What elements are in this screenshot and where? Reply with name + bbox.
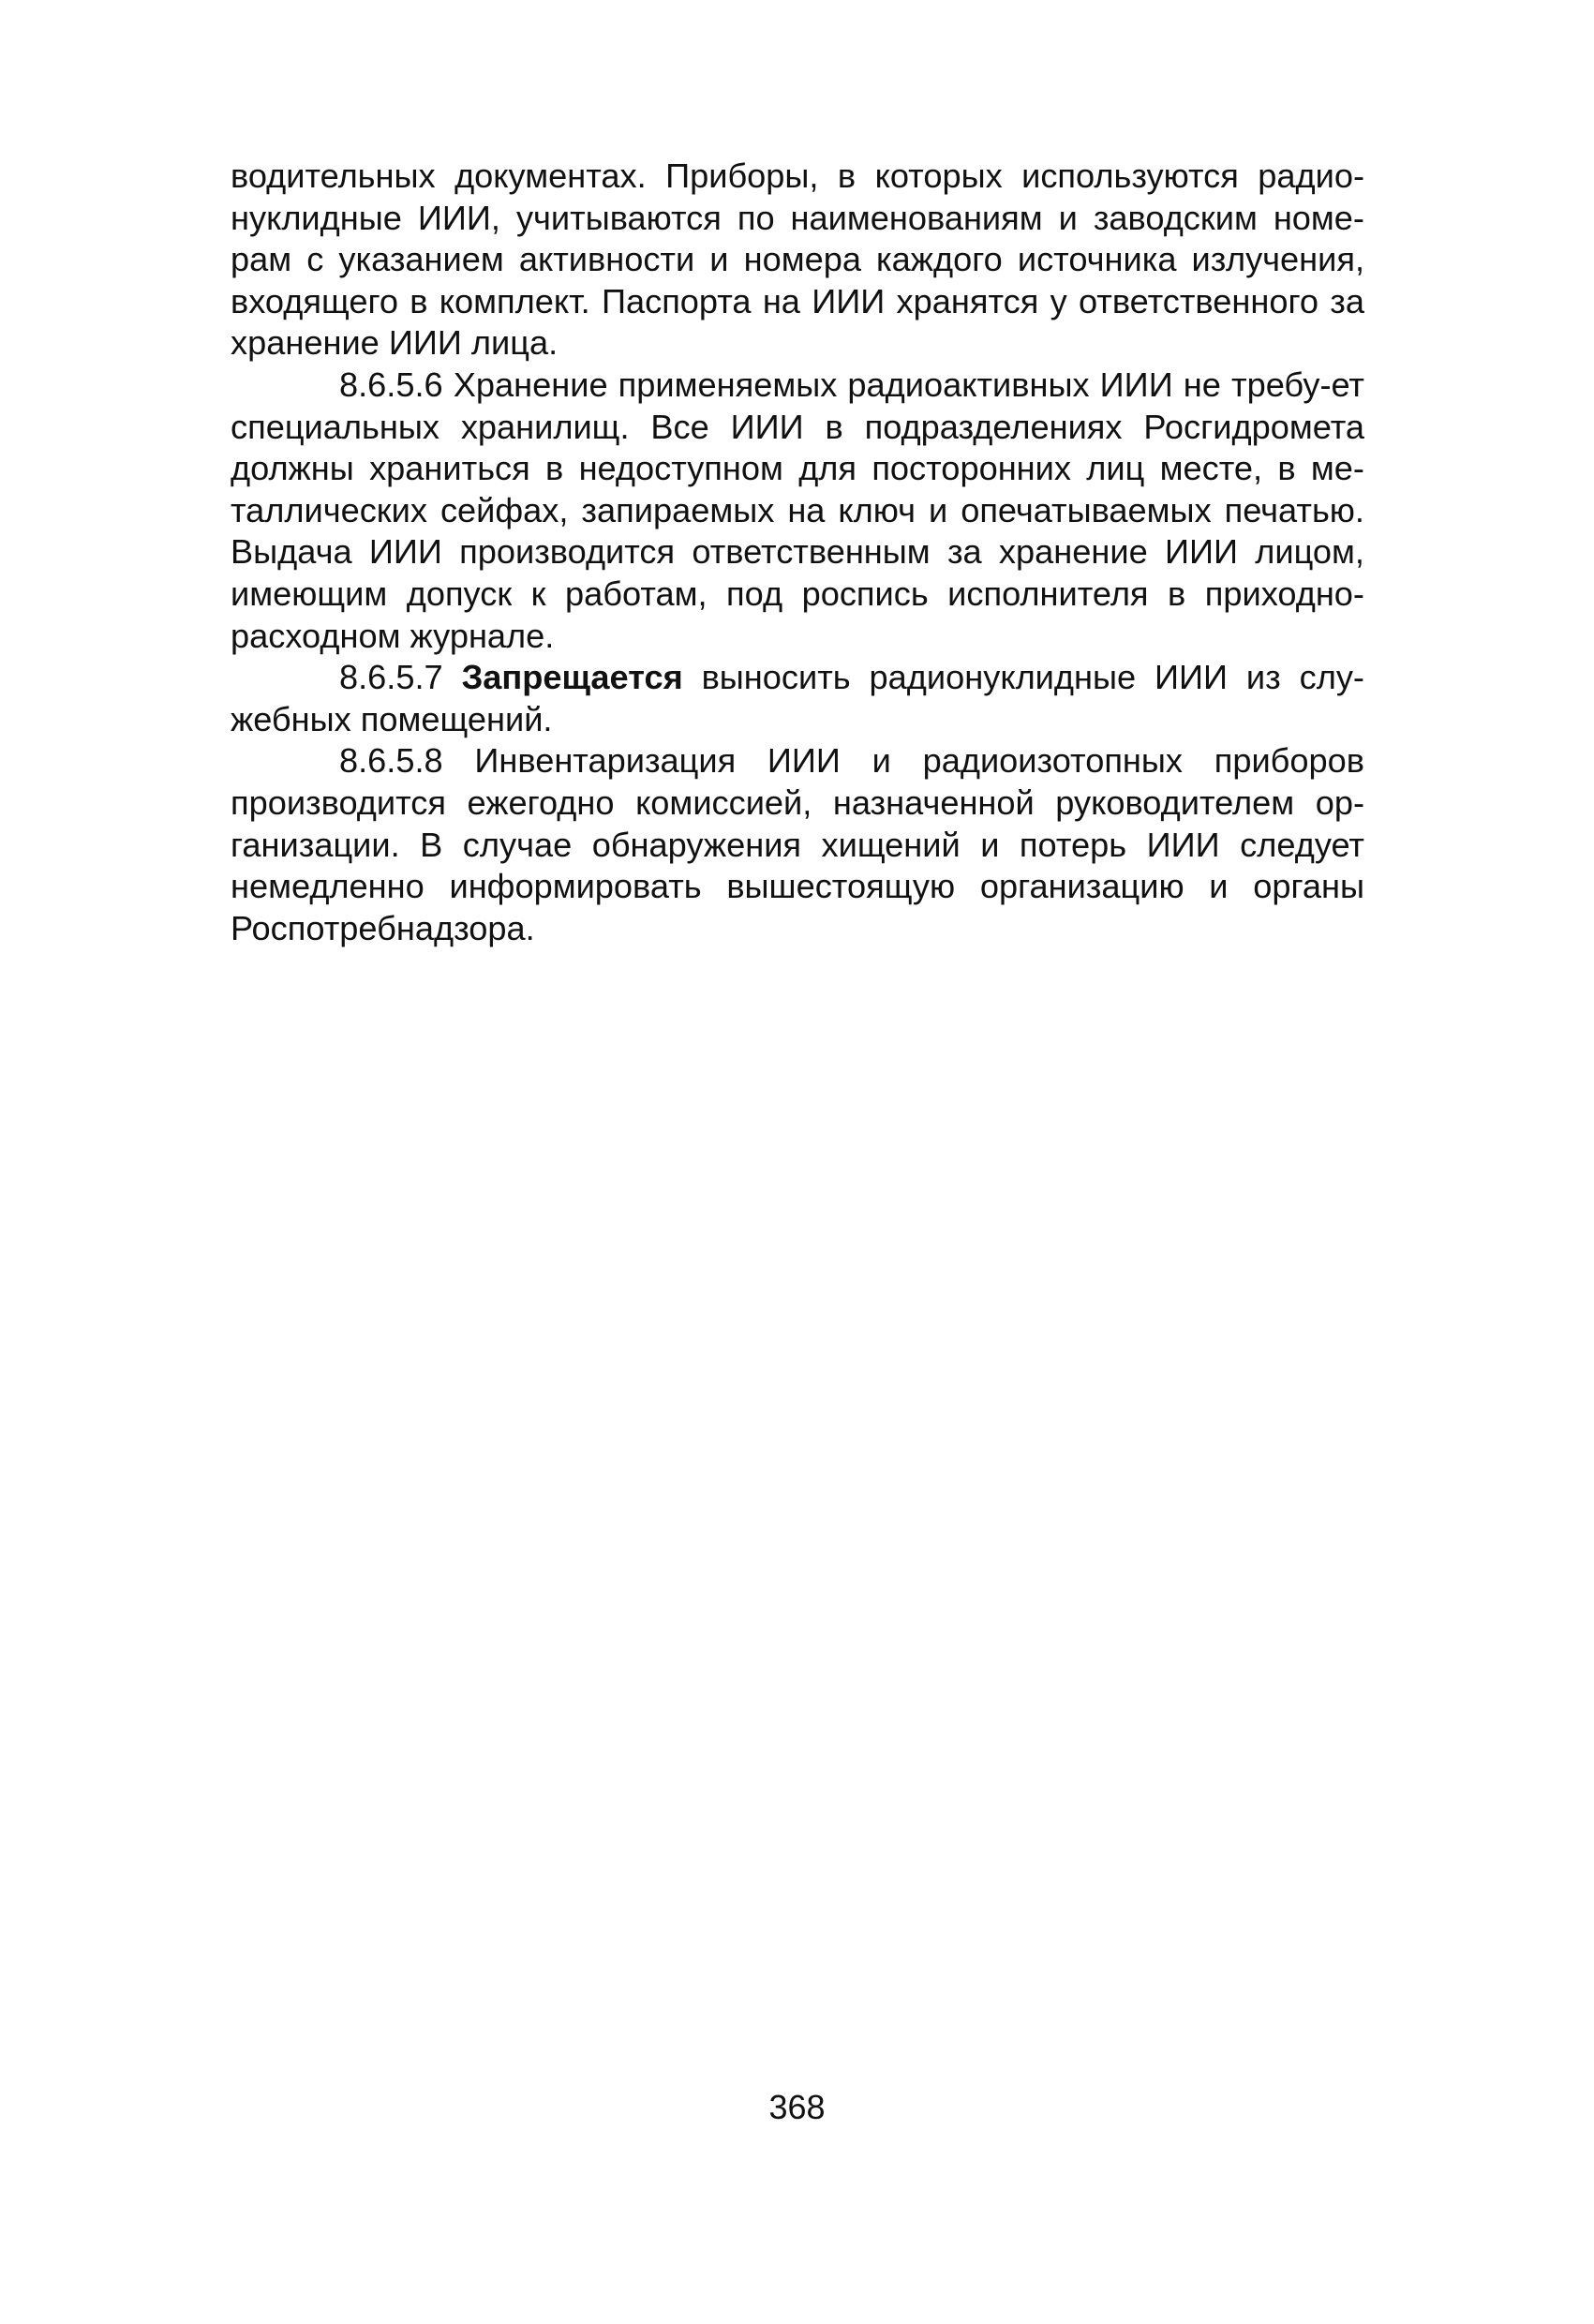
bold-term: Запрещается [461, 658, 683, 697]
paragraph-continuation: водительных документах. Приборы, в которых используются радио-нуклидные ИИИ, учитываются по наименованиям и заводским номе-рам с указанием активности и номера каждого источника излучения, входящего в комплект. Паспорта на ИИИ хранятся у ответственного за хранение ИИИ лица. [231, 156, 1364, 363]
page-number: 368 [768, 2088, 826, 2126]
paragraph-number: 8.6.5.7 [339, 658, 462, 697]
paragraph-body: выносить радионуклидные ИИИ из слу-жебных помещений. [231, 658, 1364, 738]
paragraph-8-6-5-7 [231, 657, 1364, 740]
paragraph-8-6-5-8: 8.6.5.8 Инвентаризация ИИИ и радиоизотопных приборов производится ежегодно комиссией, назначенной руководителем ор-ганизации. В случае обнаружения хищений и потерь ИИИ следует немедленно информировать вышестоящую организацию и органы Роспотребнадзора. [231, 741, 1364, 947]
paragraph-8-6-5-6: 8.6.5.6 Хранение применяемых радиоактивных ИИИ не требу-ет специальных хранилищ. Все ИИИ в подразделениях Росгидромета должны храниться в недоступном для посторонних лиц месте, в ме-таллических сейфах, запираемых на ключ и опечатываемых печатью. Выдача ИИИ производится ответственным за хранение ИИИ лицом, имеющим допуск к работам, под роспись исполнителя в приходно-расходном журнале. [231, 365, 1364, 655]
body-text [231, 156, 1364, 949]
